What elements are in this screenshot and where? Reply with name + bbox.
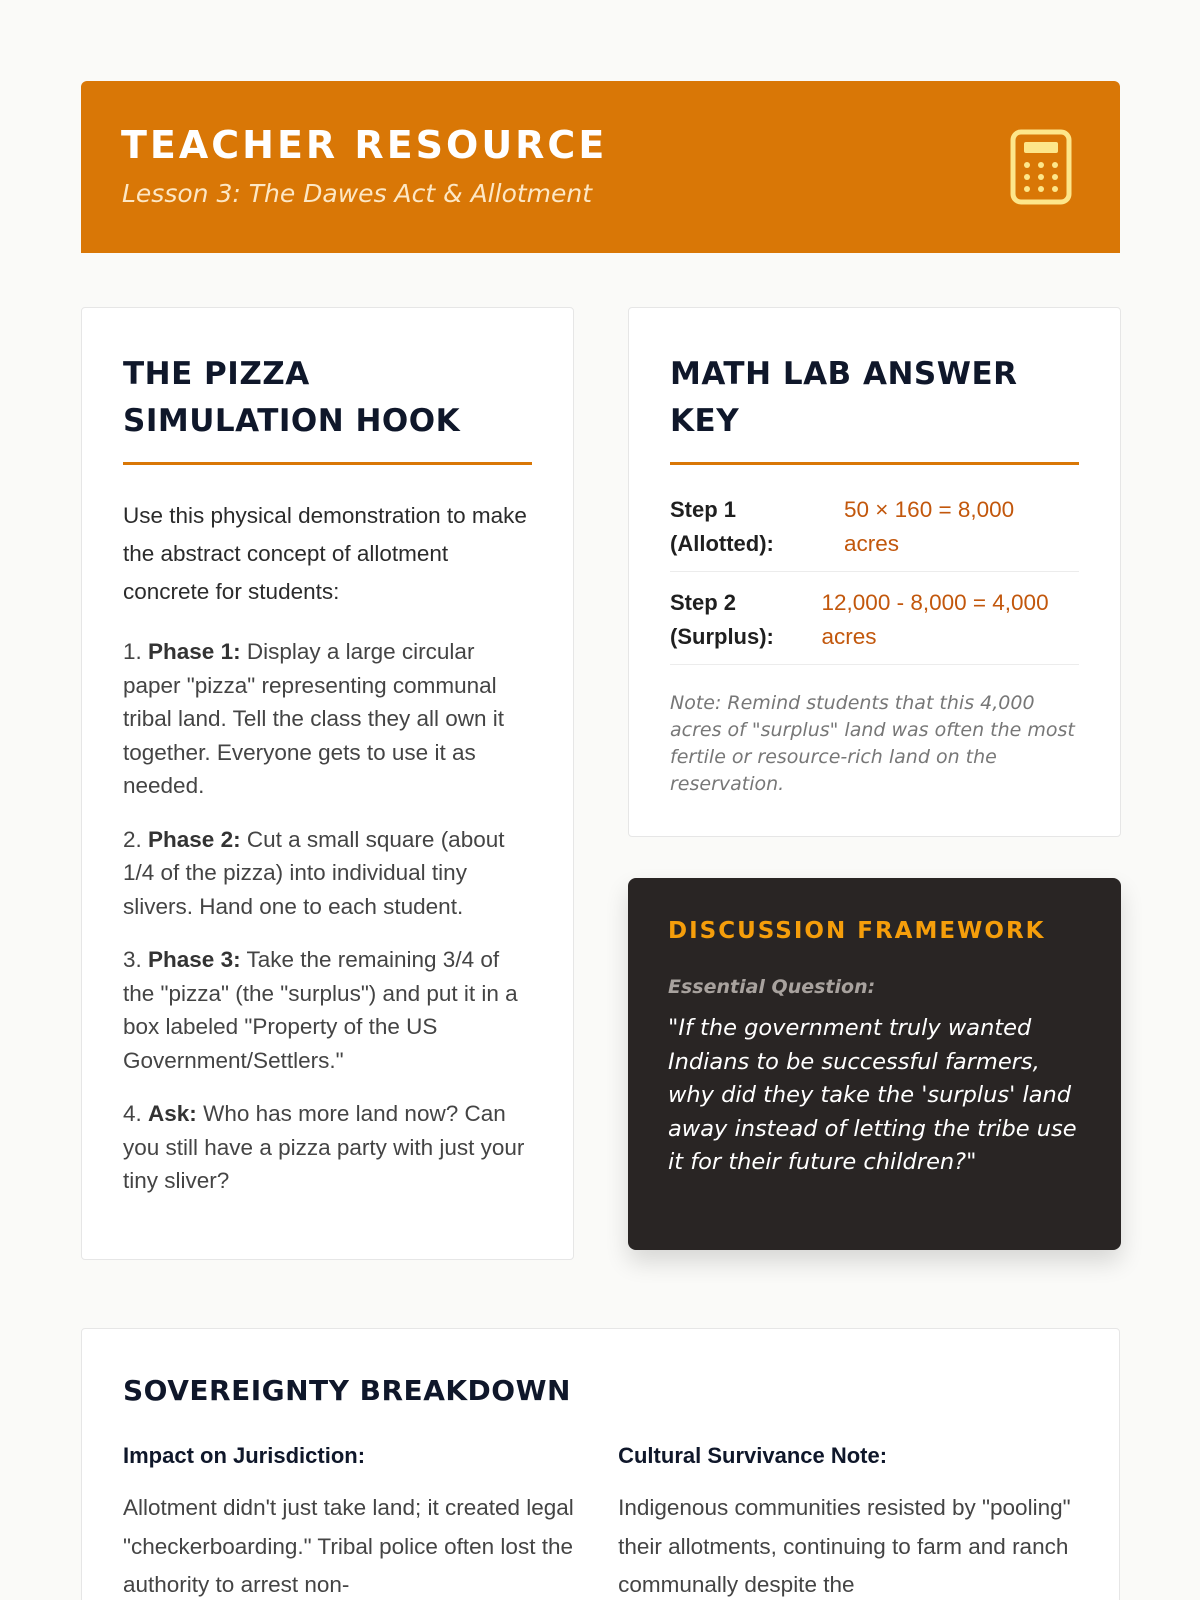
pizza-card-title: THE PIZZA SIMULATION HOOK: [123, 356, 461, 439]
pizza-simulation-card: [81, 307, 574, 1260]
step-value: 12,000 - 8,000 = 4,000 acres: [821, 590, 1049, 649]
page-subtitle: Lesson 3: The Dawes Act & Allotment: [122, 179, 593, 208]
math-note: Note: Remind students that this 4,000 acres of "surplus" land was often the most fertile or resource-rich land on the reservation.: [670, 692, 1075, 795]
step-row: [670, 479, 1079, 572]
essential-question-label: Essential Question:: [668, 976, 876, 998]
sovereignty-breakdown-card: [81, 1328, 1120, 1600]
phase-label: Phase 2:: [148, 826, 241, 852]
pizza-intro: Use this physical demonstration to make the abstract concept of allotment concrete for students:: [123, 503, 527, 604]
phase-text: Cut a small square (about 1/4 of the pizza) into individual tiny slivers. Hand one to each student.: [123, 826, 505, 919]
math-answer-key-card: [628, 307, 1121, 837]
phase-label: Phase 1:: [148, 639, 241, 664]
header-banner: [81, 81, 1120, 253]
page-title: TEACHER RESOURCE: [121, 123, 608, 167]
discussion-framework-card: [628, 878, 1121, 1250]
essential-question-text: "If the government truly wanted Indians to be successful farmers, why did they take the 'surplus' land away instead of letting the tribe use it for their future children?": [668, 1015, 1077, 1175]
phase-item: 4. Ask: Who has more land now? Can you still have a pizza party with just your tiny sliver?: [123, 1101, 525, 1193]
survivance-body: Indigenous communities resisted by "pooling" their allotments, continuing to farm and ranch communally despite the: [618, 1495, 1071, 1597]
survivance-heading: Cultural Survivance Note:: [618, 1443, 888, 1468]
sovereignty-columns: [123, 1439, 1078, 1600]
phase-label: Ask:: [148, 1101, 197, 1126]
jurisdiction-body: Allotment didn't just take land; it created legal "checkerboarding." Tribal police often lost the authority to arrest non-: [123, 1495, 574, 1597]
phase-label: Phase 3:: [148, 947, 241, 972]
discussion-title: DISCUSSION FRAMEWORK: [668, 918, 1046, 944]
phase-text: Display a large circular paper "pizza" representing communal tribal land. Tell the class they all own it together. Everyone gets to use it as needed.: [123, 639, 505, 798]
title-divider: [123, 462, 532, 465]
step-label: Step 2 (Surplus):: [670, 590, 774, 649]
phase-item: 2. Phase 2: Cut a small square (about 1/4 of the pizza) into individual tiny slivers. Hand one to each student.: [123, 826, 505, 919]
phase-item: 1. Phase 1: Display a large circular paper "pizza" representing communal tribal land. Tell the class they all own it together. Everyone gets to use it as needed.: [123, 639, 505, 798]
step-value: 50 × 160 = 8,000 acres: [844, 497, 1015, 556]
jurisdiction-heading: Impact on Jurisdiction:: [123, 1443, 366, 1468]
phase-text: Who has more land now? Can you still have a pizza party with just your tiny sliver?: [123, 1101, 525, 1193]
jurisdiction-column: [123, 1439, 618, 1600]
step-label: Step 1 (Allotted):: [670, 497, 774, 556]
sovereignty-title: SOVEREIGNTY BREAKDOWN: [123, 1374, 571, 1407]
title-divider: [670, 462, 1079, 465]
phase-list: [123, 635, 532, 1198]
phase-text: Take the remaining 3/4 of the "pizza" (the "surplus") and put it in a box labeled "Property of the US Government/Settlers.": [123, 947, 518, 1073]
phase-item: 3. Phase 3: Take the remaining 3/4 of the "pizza" (the "surplus") and put it in a box labeled "Property of the US Government/Settlers.": [123, 947, 518, 1073]
survivance-column: [618, 1439, 1078, 1600]
math-card-title: MATH LAB ANSWER KEY: [670, 356, 1018, 439]
calculator-icon: [1010, 129, 1072, 205]
step-row: [670, 572, 1079, 665]
